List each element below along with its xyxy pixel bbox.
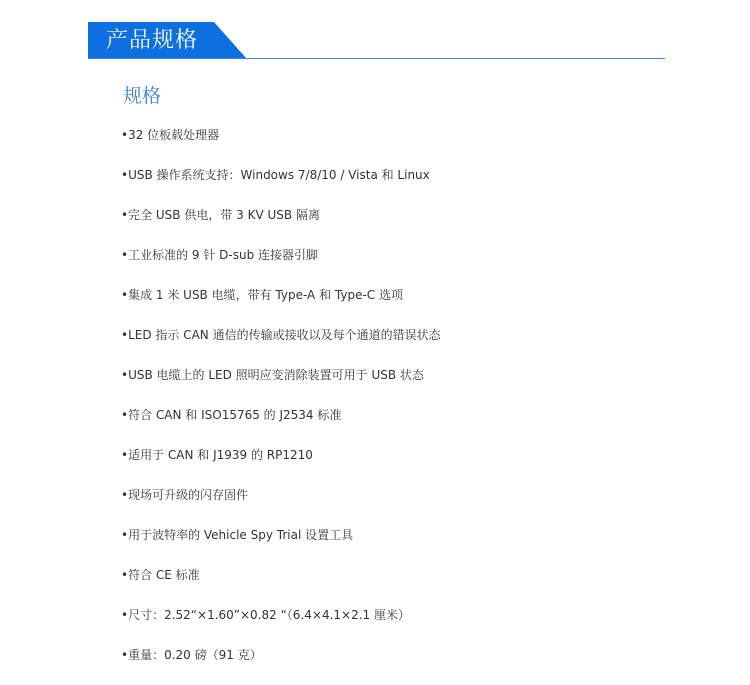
spec-item-connector: •工业标准的 9 针 D-sub 连接器引脚 [121,248,319,262]
spec-item-processor: •32 位板载处理器 [121,128,220,142]
spec-item-led-cable: •USB 电缆上的 LED 照明应变消除装置可用于 USB 状态 [121,368,424,382]
header-title: 产品规格 [106,28,199,53]
spec-item-cable: •集成 1 米 USB 电缆，带有 Type-A 和 Type-C 选项 [121,288,403,302]
spec-list [121,125,441,685]
spec-item-j2534: •符合 CAN 和 ISO15765 的 J2534 标准 [121,408,342,422]
spec-item-vehicle-spy: •用于波特率的 Vehicle Spy Trial 设置工具 [121,528,354,542]
header-divider [88,58,665,59]
spec-item-rp1210: •适用于 CAN 和 J1939 的 RP1210 [121,448,313,462]
spec-item-os-support: •USB 操作系统支持：Windows 7/8/10 / Vista 和 Linux [121,168,430,182]
section-header [88,22,665,60]
spec-item-weight: •重量：0.20 磅（91 克） [121,648,262,662]
spec-item-ce: •符合 CE 标准 [121,568,200,582]
spec-item-dimensions: •尺寸：2.52“×1.60”×0.82 “（6.4×4.1×2.1 厘米） [121,608,410,622]
spec-item-firmware: •现场可升级的闪存固件 [121,488,249,502]
spec-item-led-indicator: •LED 指示 CAN 通信的传输或接收以及每个通道的错误状态 [121,328,441,342]
section-title: 规格 [123,85,162,107]
spec-item-usb-power: •完全 USB 供电，带 3 KV USB 隔离 [121,208,320,222]
